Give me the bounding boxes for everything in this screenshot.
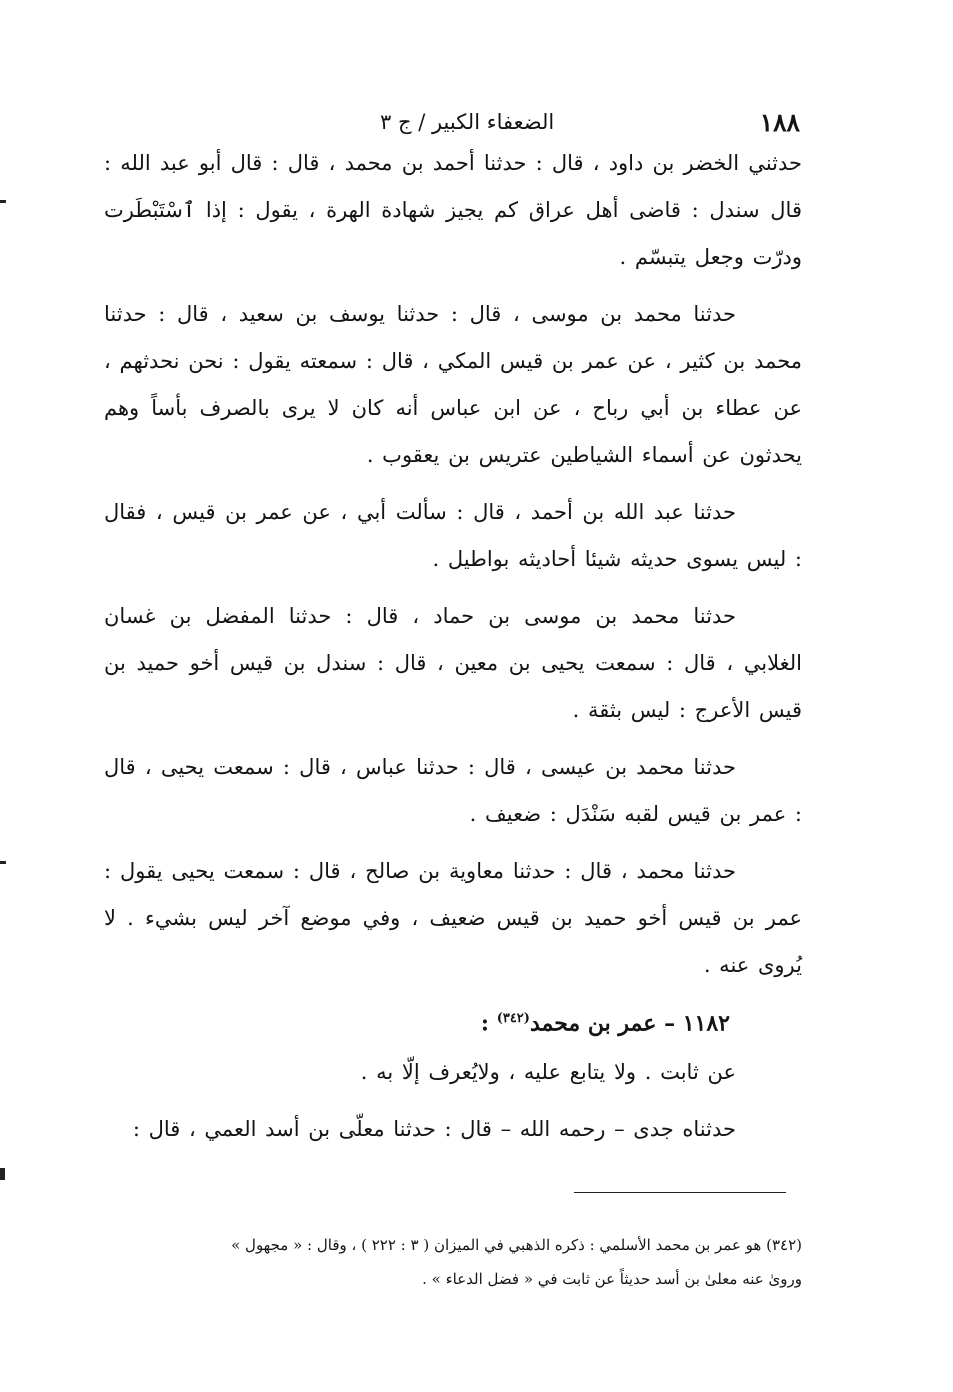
paragraph-1: حدثني الخضر بن داود ، قال : حدثنا أحمد بن محمد ، قال : قال أبو عبد الله : قال سندل : قاضى أهل عراق كم يجيز شهادة الهرة ، يقول : إذا ٱسْتَبْطَرت ودرّت وجعل يتبسّم . <box>104 151 802 269</box>
entry-number: ١١٨٢ <box>682 1010 730 1037</box>
paragraph-gap <box>104 479 802 489</box>
entry-colon: : <box>480 1010 490 1037</box>
footnote-reference[interactable]: (٣٤٢) <box>496 1011 530 1026</box>
paragraph-gap <box>104 838 802 848</box>
scan-edge-mark <box>0 200 6 203</box>
running-title: الضعفاء الكبير / ج ٣ <box>380 110 555 134</box>
paragraph-gap <box>104 734 802 744</box>
page-number: ١٨٨ <box>759 108 800 137</box>
paragraph-gap <box>104 583 802 593</box>
footnote-separator <box>574 1192 786 1193</box>
entry-paragraph-1: عن ثابت . ولا يتابع عليه ، ولايُعرف إلّا به . <box>360 1060 736 1085</box>
footnote <box>90 1228 802 1296</box>
paragraph-3: حدثنا عبد الله بن أحمد ، قال : سألت أبي ، عن عمر بن قيس ، فقال : ليس يسوى حديثه شيئا أحاديثه بواطيل . <box>104 500 802 571</box>
paragraph-gap <box>104 1096 802 1106</box>
entry-name: عمر بن محمد <box>529 1010 657 1037</box>
paragraph-2: حدثنا محمد بن موسى ، قال : حدثنا يوسف بن سعيد ، قال : حدثنا محمد بن كثير ، عن عمر بن قيس المكي ، قال : سمعته يقول : نحن نحدثهم ، عن عطاء بن أبي رباح ، عن ابن عباس أنه كان لا يرى بالصرف بأساً وهم يحدثون عن أسماء الشياطين عتريس بن يعقوب . <box>104 302 802 467</box>
paragraph-6: حدثنا محمد ، قال : حدثنا معاوية بن صالح ، قال : سمعت يحيى يقول : عمر بن قيس أخو حميد بن قيس ضعيف ، وفي موضع آخر ليس بشيء . لا يُروى عنه . <box>104 859 802 977</box>
entry-heading <box>104 993 802 1049</box>
footnote-line-2: ورویٰ عنه معلیٰ بن أسد حديثاً عن ثابت في « فضل الدعاء » . <box>422 1270 802 1288</box>
main-text-column <box>104 140 802 1153</box>
footnote-line-1: (٣٤٢) هو عمر بن محمد الأسلمي : ذكره الذهبي في الميزان ( ٣ : ٢٢٢ ) ، وقال : « مجهول » <box>231 1236 802 1254</box>
page-header <box>110 108 800 142</box>
paragraph-5: حدثنا محمد بن عيسى ، قال : حدثنا عباس ، قال : سمعت يحيى ، قال : عمر بن قيس لقبه سَنْدَل : ضعيف . <box>104 755 802 826</box>
paragraph-4: حدثنا محمد بن موسى بن حماد ، قال : حدثنا المفضل بن غسان الغلابي ، قال : سمعت يحيى بن معين ، قال : سندل بن قيس أخو حميد بن قيس الأعرج : ليس بثقة . <box>104 604 802 722</box>
scan-edge-mark <box>0 1168 5 1180</box>
entry-paragraph-2: حدثناه جدى – رحمه الله – قال : حدثنا معلّى بن أسد العمي ، قال : <box>132 1117 736 1142</box>
scan-edge-mark <box>0 861 6 864</box>
paragraph-gap <box>104 281 802 291</box>
entry-dash: – <box>664 1010 676 1037</box>
